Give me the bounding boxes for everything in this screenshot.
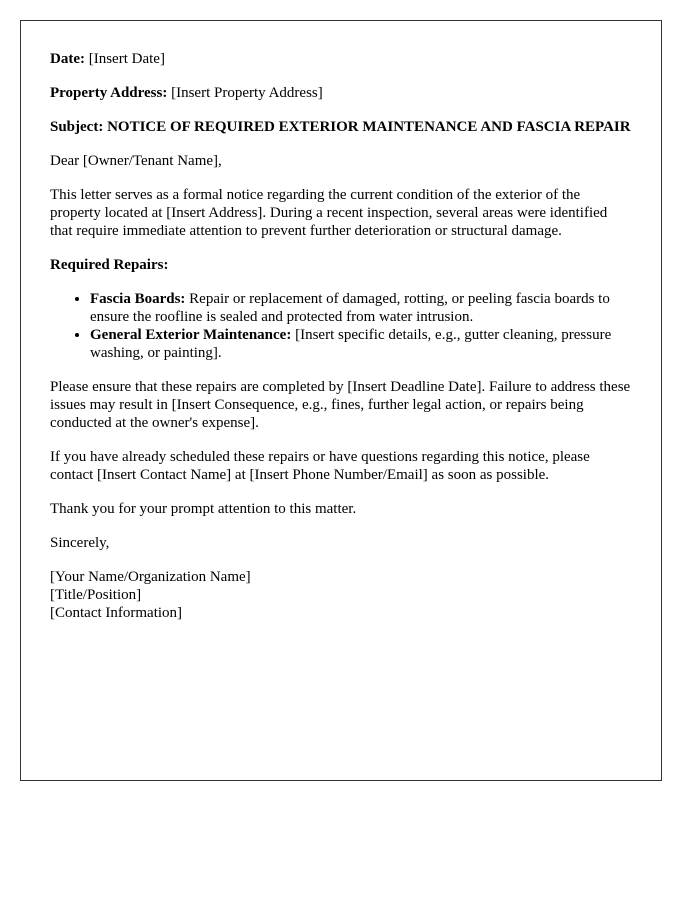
signature-title: [Title/Position] (50, 587, 142, 603)
signature-name: [Your Name/Organization Name] (50, 569, 251, 585)
date-line (50, 50, 632, 68)
intro-paragraph: This letter serves as a formal notice regarding the current condition of the exterior of the property located at [Insert Address]. During a recent inspection, several areas were identified that require immediate attention to prevent further deterioration or structural damage. (50, 187, 608, 239)
signature-contact: [Contact Information] (50, 605, 183, 621)
repairs-heading: Required Repairs: (50, 257, 169, 273)
thanks-paragraph: Thank you for your prompt attention to this matter. (50, 501, 357, 517)
repair-item-text: Repair or replacement of damaged, rotting, or peeling fascia boards to ensure the roofline is sealed and protected from water intrusion. (90, 291, 610, 325)
list-item (90, 290, 632, 326)
property-address-value: [Insert Property Address] (171, 85, 323, 101)
property-address-line (50, 84, 632, 102)
repair-item-label: Fascia Boards: (90, 291, 186, 307)
subject-label: Subject: (50, 119, 104, 135)
repairs-list (50, 290, 632, 362)
list-item (90, 326, 632, 362)
subject-line (50, 118, 632, 136)
subject-value: NOTICE OF REQUIRED EXTERIOR MAINTENANCE AND FASCIA REPAIR (107, 119, 631, 135)
letter-document (20, 20, 662, 781)
closing: Sincerely, (50, 535, 110, 551)
repair-item-label: General Exterior Maintenance: (90, 327, 292, 343)
property-address-label: Property Address: (50, 85, 168, 101)
deadline-paragraph: Please ensure that these repairs are completed by [Insert Deadline Date]. Failure to address these issues may result in [Insert Consequence, e.g., fines, further legal action, or repairs being conducted at the owner's expense]. (50, 379, 631, 431)
greeting: Dear [Owner/Tenant Name], (50, 153, 222, 169)
date-label: Date: (50, 51, 85, 67)
date-value: [Insert Date] (88, 51, 165, 67)
repair-item-text: [Insert specific details, e.g., gutter cleaning, pressure washing, or painting]. (90, 327, 612, 361)
contact-paragraph: If you have already scheduled these repairs or have questions regarding this notice, please contact [Insert Contact Name] at [Insert Phone Number/Email] as soon as possible. (50, 449, 590, 483)
signature-block (50, 568, 632, 622)
